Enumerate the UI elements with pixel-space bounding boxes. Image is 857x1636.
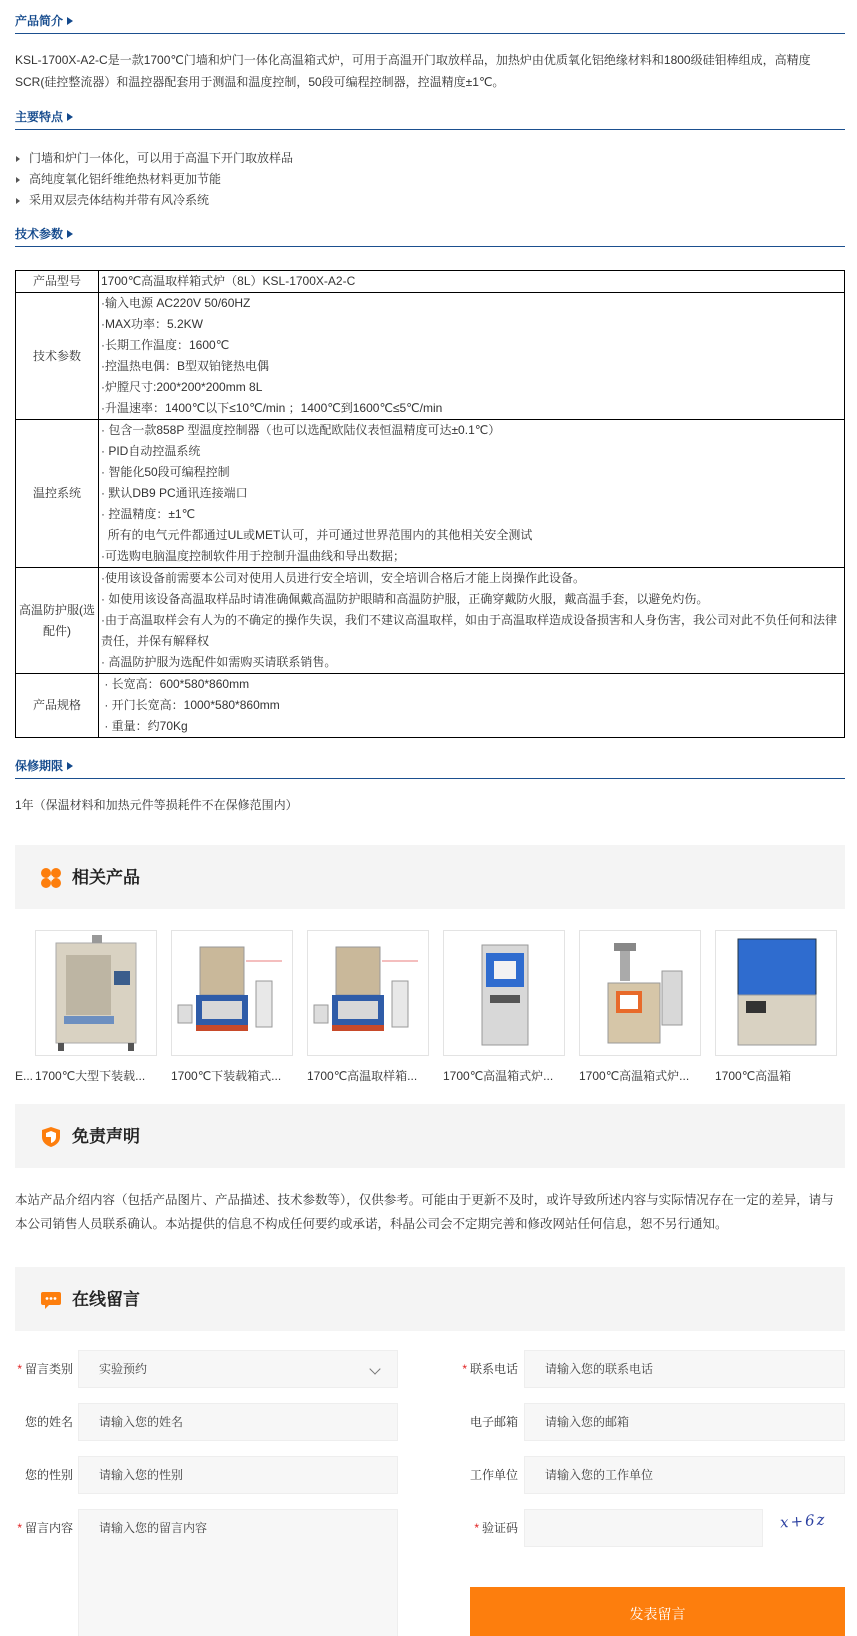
label-text: 联系电话 xyxy=(469,1362,518,1376)
triangle-right-icon xyxy=(67,17,73,25)
company-input[interactable] xyxy=(524,1456,845,1494)
section-title: 技术参数 xyxy=(15,227,64,241)
triangle-right-icon xyxy=(67,113,73,121)
spec-value xyxy=(99,420,845,568)
block-title: 在线留言 xyxy=(72,1290,140,1309)
list-item: 采用双层壳体结构并带有风冷系统 xyxy=(15,190,845,211)
phone-label xyxy=(440,1350,518,1388)
message-form-header xyxy=(15,1267,845,1331)
spec-key: 产品规格 xyxy=(16,674,99,738)
spec-line: · 包含一款858P 型温度控制器（也可以选配欧陆仪表恒温精度可达±0.1℃） xyxy=(101,423,501,437)
gender-input[interactable] xyxy=(78,1456,398,1494)
product-caption[interactable]: 1700℃高温箱 xyxy=(715,1069,792,1083)
label-text: 工作单位 xyxy=(469,1468,518,1482)
spec-key: 产品型号 xyxy=(16,271,99,293)
block-title: 相关产品 xyxy=(72,868,140,887)
spec-value xyxy=(99,674,845,738)
section-title: 保修期限 xyxy=(15,759,64,773)
furnace-image-icon xyxy=(308,931,429,1056)
spec-value xyxy=(99,568,845,674)
section-title: 主要特点 xyxy=(15,110,64,124)
spec-value xyxy=(99,293,845,420)
furnace-image-icon xyxy=(36,931,157,1056)
email-input[interactable] xyxy=(524,1403,845,1441)
captcha-input[interactable] xyxy=(524,1509,763,1547)
email-label xyxy=(440,1403,518,1441)
table-row xyxy=(16,568,845,674)
spec-line: ·输入电源 AC220V 50/60HZ xyxy=(101,296,251,310)
spec-line: ·可选购电脑温度控制软件用于控制升温曲线和导出数据； xyxy=(101,549,405,563)
product-image[interactable] xyxy=(579,930,701,1056)
spec-key: 技术参数 xyxy=(16,293,99,420)
chat-bubble-icon xyxy=(40,1289,62,1311)
block-title: 免责声明 xyxy=(72,1127,140,1146)
intro-paragraph: KSL-1700X-A2-C是一款1700℃门墙和炉门一体化高温箱式炉，可用于高温开门取放样品，加热炉由优质氧化铝绝缘材料和1800级硅钼棒组成，高精度SCR(硅控整流器）和温控器配套用于测温和温度控制，50段可编程控制器，控温精度±1℃。 xyxy=(15,53,811,89)
spec-line: · 重量：约70Kg xyxy=(101,719,188,733)
table-row xyxy=(16,293,845,420)
label-text: 您的性别 xyxy=(24,1468,73,1482)
name-input[interactable] xyxy=(78,1403,398,1441)
phone-input[interactable] xyxy=(524,1350,845,1388)
spec-line: · 高温防护服为选配件如需购买请联系销售。 xyxy=(101,655,337,669)
product-caption[interactable]: 1700℃高温取样箱... xyxy=(307,1069,418,1083)
required-mark: * xyxy=(17,1521,22,1535)
table-row xyxy=(16,420,845,568)
triangle-right-icon xyxy=(67,762,73,770)
spec-line: ·长期工作温度：1600℃ xyxy=(101,338,230,352)
label-text: 验证码 xyxy=(481,1521,518,1535)
section-title: 产品简介 xyxy=(15,14,64,28)
input-placeholder: 请输入您的姓名 xyxy=(99,1415,184,1429)
content-textarea[interactable] xyxy=(78,1509,398,1636)
spec-line: 1700℃高温取样箱式炉（8L）KSL-1700X-A2-C xyxy=(101,274,356,288)
input-placeholder: 请输入您的性别 xyxy=(99,1468,184,1482)
product-card[interactable] xyxy=(171,930,293,1084)
product-image[interactable] xyxy=(443,930,565,1056)
product-card[interactable] xyxy=(307,930,429,1084)
spec-line: ·使用该设备前需要本公司对使用人员进行安全培训，安全培训合格后才能上岗操作此设备。 xyxy=(101,571,585,585)
furnace-image-icon xyxy=(580,931,701,1056)
label-text: 电子邮箱 xyxy=(469,1415,518,1429)
input-placeholder: 请输入您的邮箱 xyxy=(545,1415,630,1429)
product-caption[interactable]: 1700℃下装载箱式... xyxy=(171,1069,282,1083)
shield-icon xyxy=(40,1126,62,1148)
spec-line: ·升温速率：1400℃以下≤10℃/min ；1400℃到1600℃≤5℃/min xyxy=(101,401,443,415)
product-caption[interactable]: 1700℃高温箱式炉... xyxy=(443,1069,554,1083)
warranty-text: 1年（保温材料和加热元件等损耗件不在保修范围内） xyxy=(15,798,298,812)
required-mark: * xyxy=(462,1362,467,1376)
clover-icon xyxy=(40,867,62,889)
product-image[interactable] xyxy=(171,930,293,1056)
label-text: 留言类别 xyxy=(24,1362,73,1376)
input-placeholder: 请输入您的联系电话 xyxy=(545,1362,654,1376)
spec-line: · 智能化50段可编程控制 xyxy=(101,465,230,479)
spec-line: ·炉膛尺寸:200*200*200mm 8L xyxy=(101,380,263,394)
required-mark: * xyxy=(17,1362,22,1376)
spec-line: · 默认DB9 PC通讯连接端口 xyxy=(101,486,248,500)
input-placeholder: 请输入您的工作单位 xyxy=(545,1468,654,1482)
spec-line: · 如使用该设备高温取样品时请准确佩戴高温防护眼睛和高温防护服，正确穿戴防火服，戴高温手套，以避免灼伤。 xyxy=(101,592,709,606)
spec-key: 温控系统 xyxy=(16,420,99,568)
label-text: 留言内容 xyxy=(24,1521,73,1535)
spec-line: ·MAX功率：5.2KW xyxy=(101,317,204,331)
company-label xyxy=(440,1456,518,1494)
required-mark: * xyxy=(474,1521,479,1535)
type-select[interactable] xyxy=(78,1350,398,1388)
spec-line: · 控温精度：±1℃ xyxy=(101,507,196,521)
product-caption[interactable]: 1700℃高温箱式炉... xyxy=(579,1069,690,1083)
spec-value xyxy=(99,271,845,293)
name-label xyxy=(15,1403,73,1441)
product-card[interactable] xyxy=(715,930,837,1084)
gender-label xyxy=(15,1456,73,1494)
related-products-header xyxy=(15,845,845,909)
furnace-image-icon xyxy=(172,931,293,1056)
product-card[interactable] xyxy=(579,930,701,1084)
section-header-warranty xyxy=(15,757,845,779)
disclaimer-text: 本站产品介绍内容（包括产品图片、产品描述、技术参数等），仅供参考。可能由于更新不及时，或许导致所述内容与实际情况存在一定的差异，请与本公司销售人员联系确认。本站提供的信息不构成任何要约或承诺，科晶公司会不定期完善和修改网站任何信息，恕不另行通知。 xyxy=(15,1193,834,1231)
spec-line: ·由于高温取样会有人为的不确定的操作失误，我们不建议高温取样，如由于高温取样造成设备损害和人身伤害，我公司对此不负任何和法律责任，并保有解释权 xyxy=(101,613,838,648)
select-value: 实验预约 xyxy=(99,1362,148,1376)
furnace-image-icon xyxy=(716,931,837,1056)
product-card[interactable] xyxy=(35,930,157,1084)
furnace-image-icon xyxy=(444,931,565,1056)
product-caption[interactable]: 1700℃大型下装载... xyxy=(35,1069,146,1083)
spec-line: ·控温热电偶：B型双铂铑热电偶 xyxy=(101,359,270,373)
spec-table xyxy=(15,270,845,738)
spec-line: · 开门长宽高：1000*580*860mm xyxy=(101,698,280,712)
product-card[interactable] xyxy=(443,930,565,1084)
input-placeholder: 请输入您的留言内容 xyxy=(99,1521,208,1535)
product-image[interactable] xyxy=(715,930,837,1056)
table-row xyxy=(16,674,845,738)
section-header-intro xyxy=(15,12,845,34)
list-item: 门墙和炉门一体化，可以用于高温下开门取放样品 xyxy=(15,148,845,169)
feature-list xyxy=(15,148,845,211)
triangle-right-icon xyxy=(67,230,73,238)
spec-line: · 长宽高：600*580*860mm xyxy=(101,677,250,691)
product-caption-fragment: E... xyxy=(15,1069,34,1083)
spec-line: · PID自动控温系统 xyxy=(101,444,201,458)
section-header-features xyxy=(15,108,845,130)
spec-key: 高温防护服(选配件) xyxy=(16,568,99,674)
captcha-label xyxy=(440,1509,518,1547)
section-header-params xyxy=(15,225,845,247)
chevron-down-icon xyxy=(369,1363,380,1374)
content-label xyxy=(15,1509,73,1547)
product-image[interactable] xyxy=(307,930,429,1056)
label-text: 您的姓名 xyxy=(24,1415,73,1429)
disclaimer-header xyxy=(15,1104,845,1168)
captcha-image[interactable]: x+6z xyxy=(779,1510,828,1532)
spec-line: 所有的电气元件都通过UL或MET认可，并可通过世界范围内的其他相关安全测试 xyxy=(101,528,533,542)
table-row xyxy=(16,271,845,293)
product-image[interactable] xyxy=(35,930,157,1056)
related-products-carousel[interactable] xyxy=(15,930,845,1085)
list-item: 高纯度氧化铝纤维绝热材料更加节能 xyxy=(15,169,845,190)
submit-button[interactable]: 发表留言 xyxy=(470,1587,845,1636)
type-label xyxy=(15,1350,73,1388)
